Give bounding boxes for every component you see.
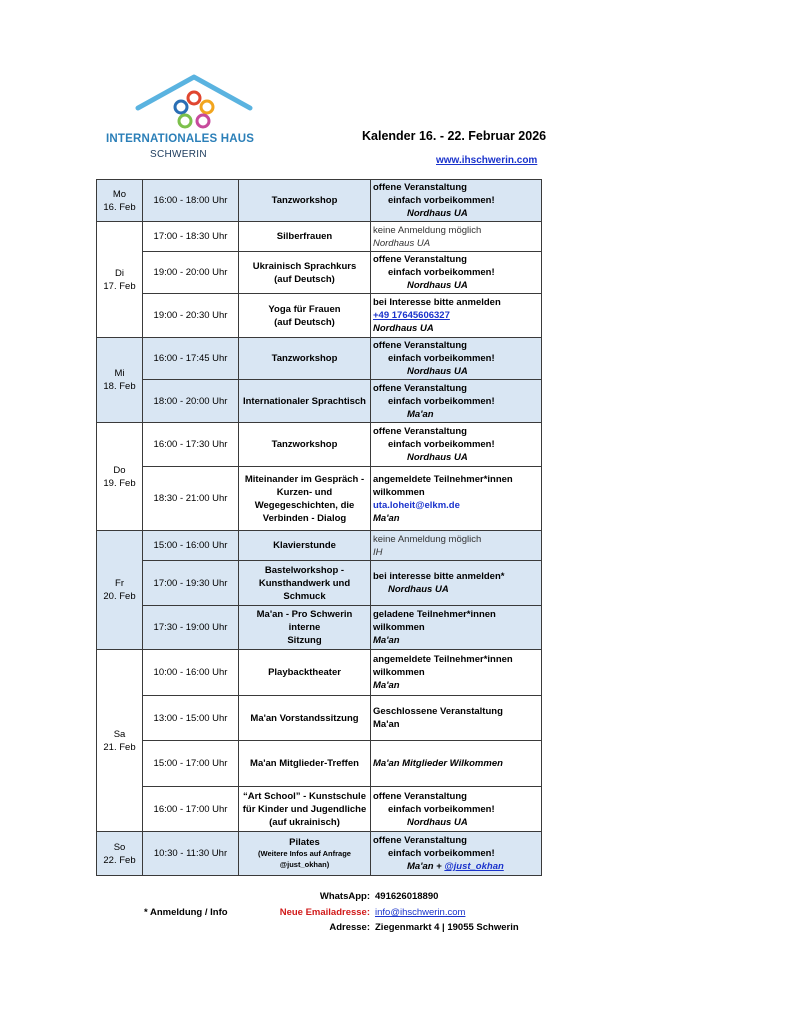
info-cell: offene Veranstaltung einfach vorbeikommen! Nordhaus UA (371, 423, 542, 467)
info-cell: keine Anmeldung möglich Nordhaus UA (371, 222, 542, 252)
info-cell: bei interesse bitte anmelden* Nordhaus UA (371, 561, 542, 606)
time-cell: 16:00 - 17:45 Uhr (143, 338, 239, 380)
table-row (97, 741, 542, 787)
table-row (97, 222, 542, 252)
time-cell: 18:00 - 20:00 Uhr (143, 380, 239, 423)
info-cell: angemeldete Teilnehmer*innen wilkommen Ma'an (371, 650, 542, 696)
time-cell: 13:00 - 15:00 Uhr (143, 696, 239, 741)
time-cell: 15:00 - 16:00 Uhr (143, 531, 239, 561)
info-cell: offene Veranstaltung einfach vorbeikommen! Ma'an (371, 380, 542, 423)
table-row (97, 467, 542, 531)
table-row (97, 531, 542, 561)
registration-note: * Anmeldung / Info (144, 907, 228, 918)
info-cell: Ma'an Mitglieder Wilkommen (371, 741, 542, 787)
event-cell: Ma'an Vorstandssitzung (239, 696, 371, 741)
org-name: INTERNATIONALES HAUS (106, 133, 255, 145)
info-cell: angemeldete Teilnehmer*innen wilkommen uta.loheit@elkm.de Ma'an (371, 467, 542, 531)
info-cell: offene Veranstaltung einfach vorbeikommen! Nordhaus UA (371, 180, 542, 222)
event-cell: Bastelworkshop - Kunsthandwerk und Schmuck (239, 561, 371, 606)
email-link[interactable]: uta.loheit@elkm.de (373, 499, 460, 511)
event-cell: Pilates (Weitere Infos auf Anfrage @just_okhan) (239, 832, 371, 876)
day-cell-fr: Fr 20. Feb (97, 531, 143, 650)
event-cell: Playbacktheater (239, 650, 371, 696)
table-row (97, 832, 542, 876)
event-cell: Ma'an - Pro Schwerin interne Sitzung (239, 606, 371, 650)
time-cell: 10:30 - 11:30 Uhr (143, 832, 239, 876)
table-row (97, 252, 542, 294)
info-cell: bei Interesse bitte anmelden +49 17645606327 Nordhaus UA (371, 294, 542, 338)
table-row (97, 180, 542, 222)
info-cell: offene Veranstaltung einfach vorbeikommen! Nordhaus UA (371, 252, 542, 294)
table-row (97, 561, 542, 606)
day-cell-di: Di 17. Feb (97, 222, 143, 338)
day-cell-sa: Sa 21. Feb (97, 650, 143, 832)
table-row (97, 338, 542, 380)
time-cell: 19:00 - 20:00 Uhr (143, 252, 239, 294)
info-cell: geladene Teilnehmer*innen wilkommen Ma'an (371, 606, 542, 650)
time-cell: 16:00 - 17:00 Uhr (143, 787, 239, 832)
event-cell: Yoga für Frauen (auf Deutsch) (239, 294, 371, 338)
whatsapp-label: WhatsApp: (319, 891, 370, 902)
day-cell-do: Do 19. Feb (97, 423, 143, 531)
contact-email-link[interactable]: info@ihschwerin.com (375, 907, 466, 918)
website-link[interactable]: www.ihschwerin.com (436, 155, 538, 166)
time-cell: 10:00 - 16:00 Uhr (143, 650, 239, 696)
time-cell: 16:00 - 18:00 Uhr (143, 180, 239, 222)
event-cell: Silberfrauen (239, 222, 371, 252)
day-cell-mi: Mi 18. Feb (97, 338, 143, 423)
address-value: Ziegenmarkt 4 | 19055 Schwerin (375, 922, 519, 933)
event-cell: Ukrainisch Sprachkurs (auf Deutsch) (239, 252, 371, 294)
email-label: Neue Emailadresse: (279, 907, 370, 918)
instagram-link[interactable]: @just_okhan (444, 861, 504, 872)
day-cell-mo: Mo 16. Feb (97, 180, 143, 222)
info-cell: Geschlossene Veranstaltung Ma'an (371, 696, 542, 741)
calendar-title: Kalender 16. - 22. Februar 2026 (362, 129, 547, 143)
table-row (97, 294, 542, 338)
address-label: Adresse: (329, 922, 370, 933)
event-cell: Klavierstunde (239, 531, 371, 561)
table-row (97, 696, 542, 741)
event-cell: “Art School” - Kunstschule für Kinder und Jugendliche (auf ukrainisch) (239, 787, 371, 832)
day-cell-so: So 22. Feb (97, 832, 143, 876)
info-cell: offene Veranstaltung einfach vorbeikommen! Nordhaus UA (371, 338, 542, 380)
time-cell: 18:30 - 21:00 Uhr (143, 467, 239, 531)
event-cell: Ma'an Mitglieder-Treffen (239, 741, 371, 787)
time-cell: 17:30 - 19:00 Uhr (143, 606, 239, 650)
table-row (97, 423, 542, 467)
table-row (97, 380, 542, 423)
time-cell: 15:00 - 17:00 Uhr (143, 741, 239, 787)
house-logo-icon (135, 74, 253, 136)
event-cell: Tanzworkshop (239, 180, 371, 222)
info-cell: offene Veranstaltung einfach vorbeikommen! Ma'an + @just_okhan (371, 832, 542, 876)
event-cell: Miteinander im Gespräch - Kurzen- und Wegegeschichten, die Verbinden - Dialog (239, 467, 371, 531)
info-cell: offene Veranstaltung einfach vorbeikommen! Nordhaus UA (371, 787, 542, 832)
info-cell: keine Anmeldung möglich IH (371, 531, 542, 561)
phone-link[interactable]: +49 17645606327 (373, 310, 450, 321)
table-row (97, 606, 542, 650)
time-cell: 16:00 - 17:30 Uhr (143, 423, 239, 467)
logo (100, 70, 270, 170)
event-cell: Tanzworkshop (239, 423, 371, 467)
table-row (97, 787, 542, 832)
org-city: SCHWERIN (150, 149, 207, 160)
time-cell: 19:00 - 20:30 Uhr (143, 294, 239, 338)
table-row (97, 650, 542, 696)
calendar-table (96, 179, 542, 876)
whatsapp-value: 491626018890 (375, 891, 439, 902)
time-cell: 17:00 - 19:30 Uhr (143, 561, 239, 606)
event-cell: Tanzworkshop (239, 338, 371, 380)
event-cell: Internationaler Sprachtisch (239, 380, 371, 423)
time-cell: 17:00 - 18:30 Uhr (143, 222, 239, 252)
